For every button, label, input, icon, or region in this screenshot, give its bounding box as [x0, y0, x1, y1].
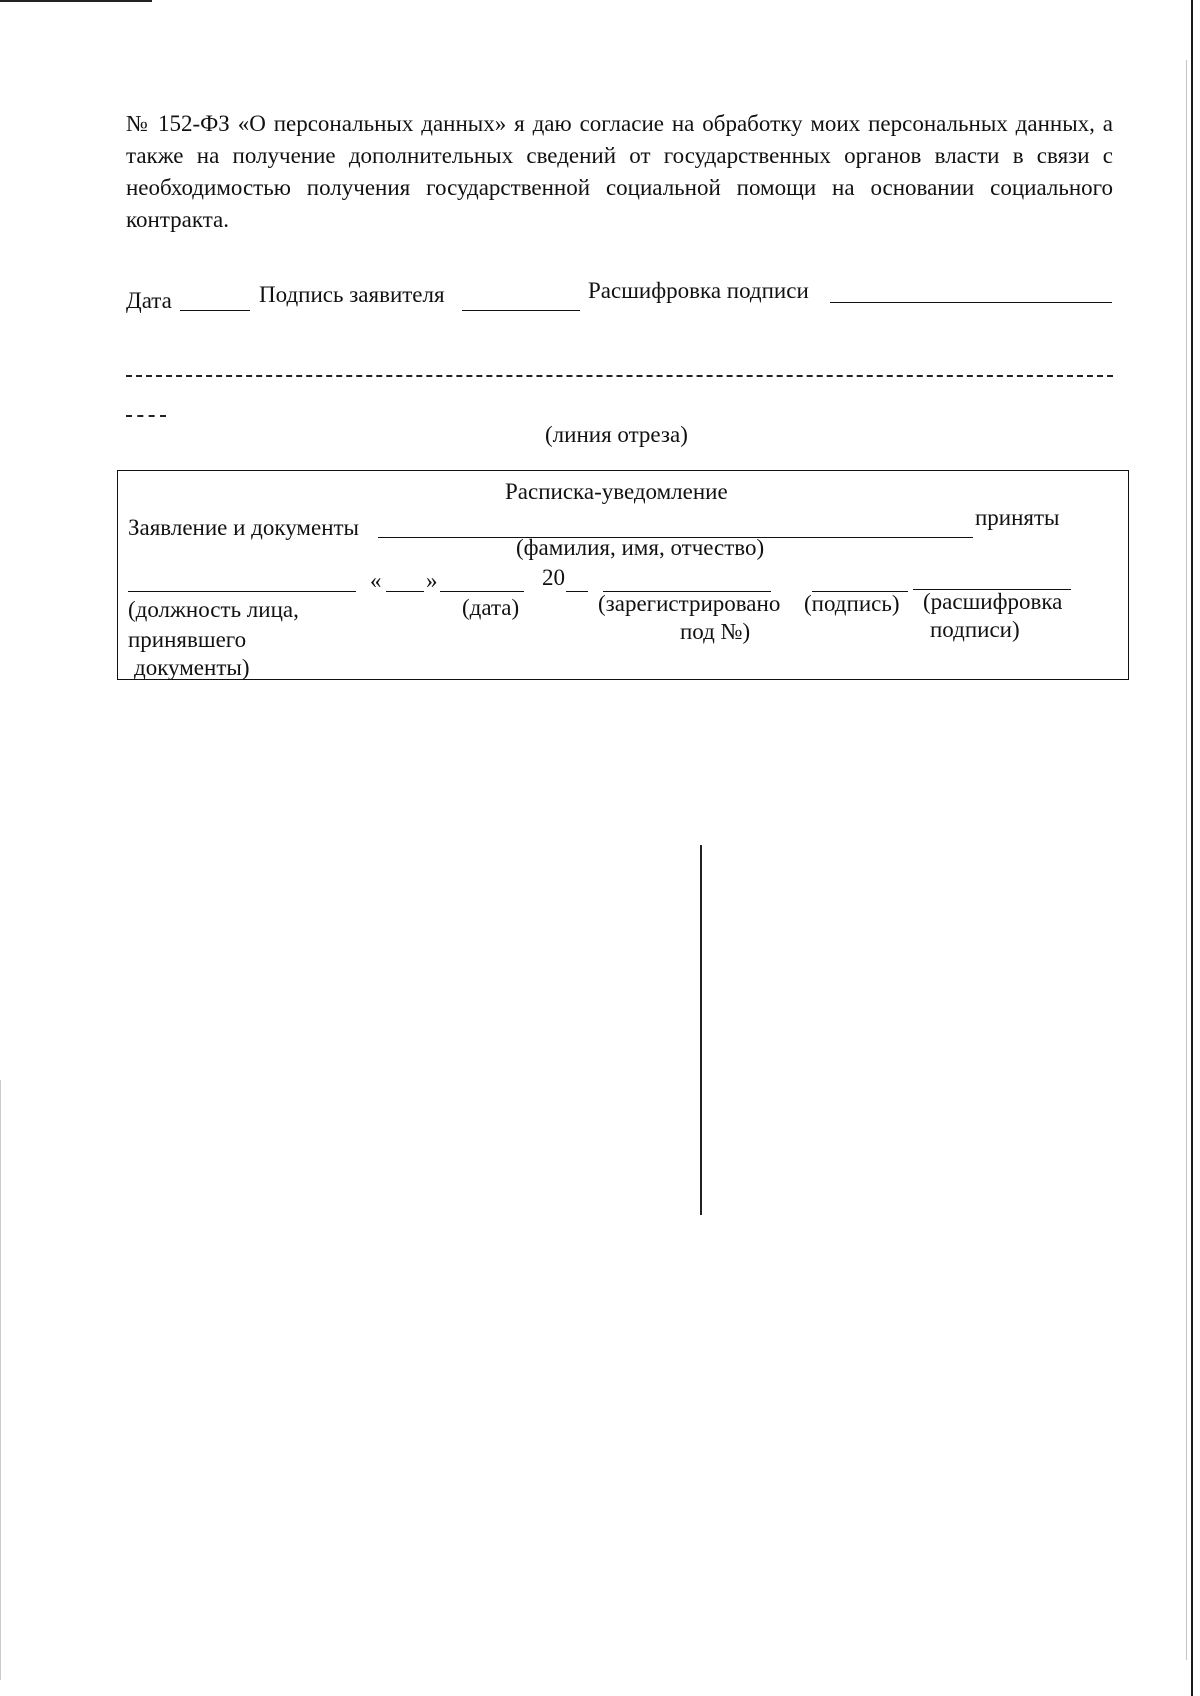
fio-caption: (фамилия, имя, отчество): [516, 535, 765, 560]
date-caption: (дата): [462, 595, 520, 620]
scan-edge-right: [1191, 0, 1193, 1696]
cut-line: [126, 375, 1113, 377]
statement-label: Заявление и документы: [128, 515, 360, 540]
receipt-title: Расписка-уведомление: [505, 479, 728, 504]
day-field[interactable]: [386, 591, 424, 592]
registered-caption-line2: под №): [680, 619, 751, 644]
position-caption-line3: документы): [134, 655, 250, 680]
signature-decoding-label: Расшифровка подписи: [588, 278, 809, 303]
signature-decoding-field[interactable]: [830, 302, 1112, 303]
year-prefix: 20: [542, 565, 565, 590]
date-close-quote: »: [426, 568, 438, 593]
position-caption-line2: принявшего: [128, 627, 247, 652]
scan-edge-right-shadow: [1186, 60, 1187, 1660]
signature-row: [126, 280, 1116, 316]
year-field[interactable]: [566, 591, 588, 592]
applicant-signature-field[interactable]: [462, 310, 580, 311]
decoding-caption-line2: подписи): [930, 617, 1020, 642]
applicant-signature-label: Подпись заявителя: [259, 282, 445, 307]
decoding-caption-line1: (расшифровка: [923, 589, 1063, 614]
signature-caption: (подпись): [804, 591, 900, 616]
position-caption-line1: (должность лица,: [128, 597, 299, 622]
vertical-line-mark: [700, 845, 702, 1215]
registered-caption-line1: (зарегистрировано: [598, 591, 781, 616]
date-field[interactable]: [180, 310, 250, 311]
position-field[interactable]: [128, 591, 356, 592]
consent-paragraph: № 152-ФЗ «О персональных данных» я даю согласие на обработку моих персональных данных, а также на получение дополнительных сведений от государственных органов власти в связи с необходимостью получения государственной социальной помощи на основании социального контракта.: [126, 111, 1113, 232]
accepted-label: приняты: [975, 505, 1060, 530]
date-open-quote: «: [370, 568, 382, 593]
month-field[interactable]: [440, 591, 524, 592]
scan-edge-left: [0, 1080, 1, 1680]
cut-line-tail: [126, 415, 166, 417]
scan-edge-top: [0, 0, 152, 2]
receipt-notification-box: [117, 470, 1129, 680]
date-label: Дата: [126, 288, 172, 313]
cut-line-caption: (линия отреза): [545, 422, 688, 447]
